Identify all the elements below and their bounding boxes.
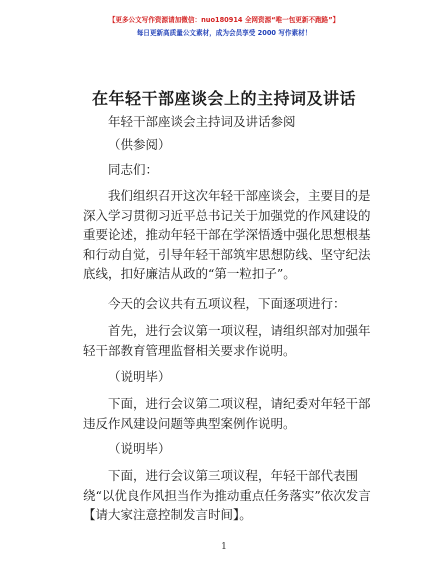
banner-line-promo: 【更多公文写作资源请加微信：nuo180914 全网资源“唯一包更新不跑路”】 (108, 16, 340, 24)
body-paragraph: （说明毕） (108, 441, 171, 456)
body-paragraph: 今天的会议共有五项议程，下面逐项进行： (108, 296, 346, 311)
reference-note: （供参阅） (108, 137, 171, 152)
banner-line-update: 每日更新高质量公文素材，成为会员享受 2000 写作素材！ (136, 29, 312, 37)
document-subtitle: 年轻干部座谈会主持词及讲话参阅 (108, 114, 296, 129)
document-title: 在年轻干部座谈会上的主持词及讲话 (91, 89, 356, 108)
greeting: 同志们： (108, 162, 159, 177)
body-paragraph: 我们组织召开这次年轻干部座谈会，主要目的是深入学习贯彻习近平总书记关于加强党的作风建设的重要论述，推动年轻干部在学深悟透中强化思想根基和行动自觉，引导年轻干部筑牢思想防线、坚守纪法底线，扣好廉洁从政的“第一粒扣子”。 (83, 188, 371, 281)
header-banner (0, 14, 448, 40)
body-paragraph: （说明毕） (108, 369, 171, 384)
page-number: 1 (221, 542, 227, 552)
body-paragraph: 下面，进行会议第二项议程，请纪委对年轻干部违反作风建设问题等典型案例作说明。 (83, 396, 371, 431)
body-paragraph: 下面，进行会议第三项议程，年轻干部代表围绕“以优良作风担当作为推动重点任务落实”依次发言【请大家注意控制发言时间】。 (83, 468, 371, 522)
body-paragraph: 首先，进行会议第一项议程，请组织部对加强年轻干部教育管理监督相关要求作说明。 (83, 323, 371, 358)
